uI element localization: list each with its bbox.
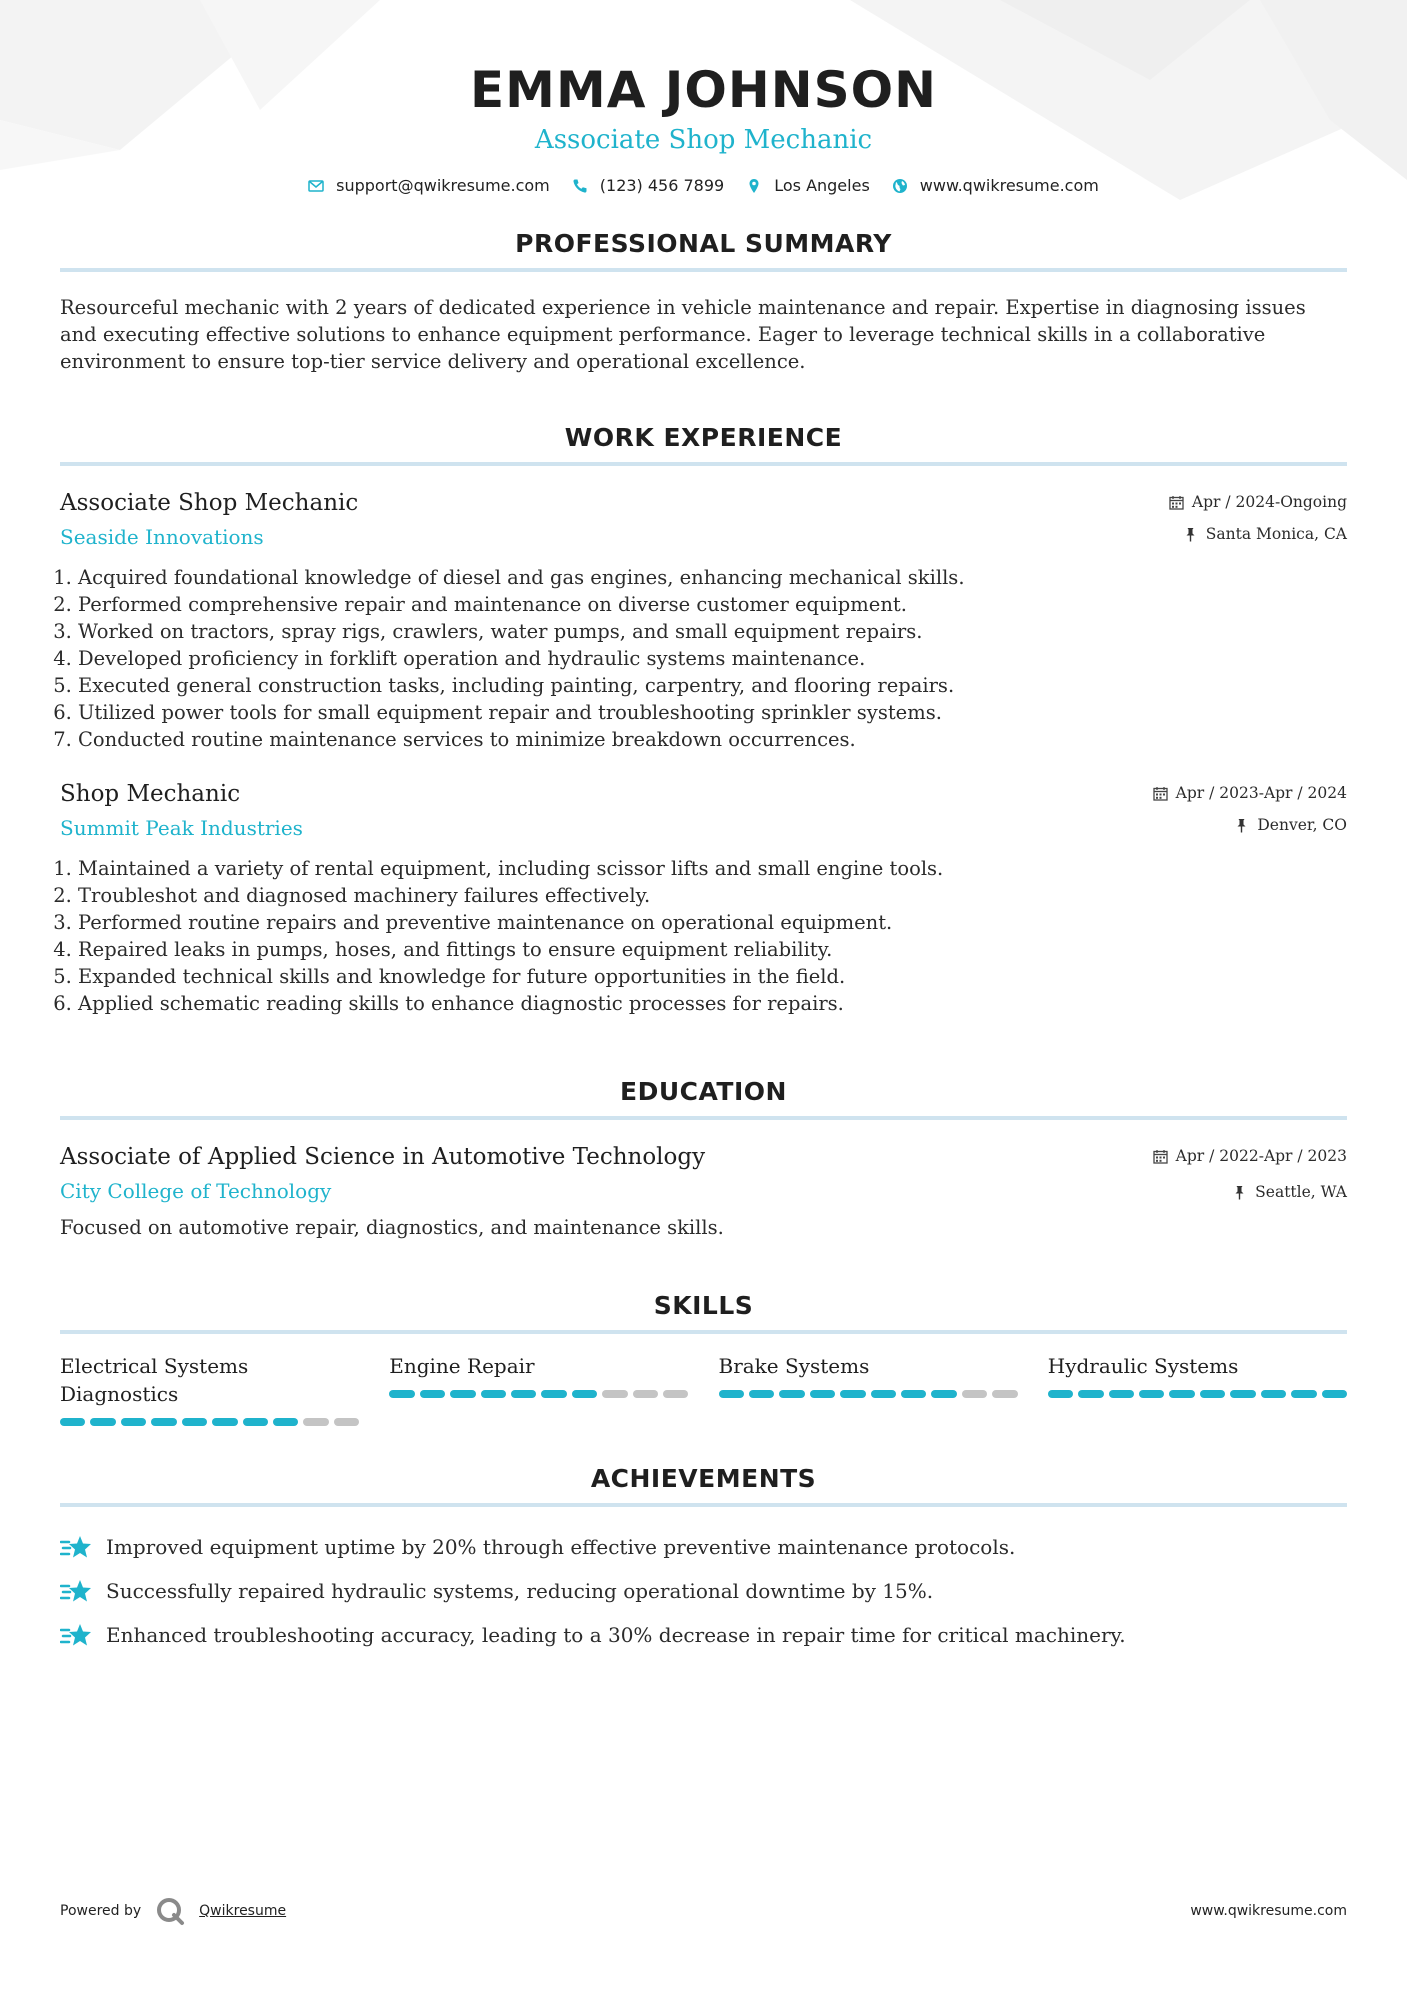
pushpin-icon <box>1232 1185 1247 1200</box>
skill-dot-empty <box>303 1418 328 1426</box>
job-entry <box>60 488 1347 753</box>
skill-dot-filled <box>60 1418 85 1426</box>
skill-dot-filled <box>420 1390 445 1398</box>
skill-dot-filled <box>273 1418 298 1426</box>
contact-website[interactable] <box>892 176 1099 195</box>
skill-dot-filled <box>1078 1390 1103 1398</box>
skill-dot-filled <box>481 1390 506 1398</box>
skill-level-bar <box>60 1418 359 1426</box>
skill-dot-filled <box>243 1418 268 1426</box>
skill-name: Hydraulic Systems <box>1047 1354 1239 1378</box>
calendar-icon <box>1153 1149 1168 1164</box>
list-item: 3. Performed routine repairs and preventive maintenance on operational equipment. <box>78 909 1347 936</box>
skill-dot-filled <box>151 1418 176 1426</box>
phone-icon <box>572 178 588 194</box>
education-dates: Apr / 2022-Apr / 2023 <box>1175 1147 1347 1165</box>
contact-location <box>746 176 870 195</box>
achievement-text: Successfully repaired hydraulic systems, reducing operational downtime by 15%. <box>106 1579 934 1603</box>
skill-dot-filled <box>779 1390 804 1398</box>
skill-item <box>60 1352 359 1426</box>
envelope-icon <box>308 178 324 194</box>
list-item: 1. Maintained a variety of rental equipment, including scissor lifts and small engine tools. <box>78 855 1347 882</box>
map-pin-icon <box>746 178 762 194</box>
list-item: 1. Acquired foundational knowledge of diesel and gas engines, enhancing mechanical skills. <box>78 564 1347 591</box>
qwikresume-logo-icon <box>155 1896 185 1926</box>
list-item: 5. Expanded technical skills and knowledge for future opportunities in the field. <box>78 963 1347 990</box>
star-icon <box>60 1620 92 1650</box>
job-title: Shop Mechanic <box>60 781 241 807</box>
skill-dot-empty <box>633 1390 658 1398</box>
skill-dot-filled <box>450 1390 475 1398</box>
job-dates: Apr / 2023-Apr / 2024 <box>1175 784 1347 802</box>
job-dates: Apr / 2024-Ongoing <box>1191 493 1347 511</box>
skill-dot-filled <box>90 1418 115 1426</box>
skill-dot-filled <box>1291 1390 1316 1398</box>
skill-item <box>719 1352 1018 1426</box>
pushpin-icon <box>1183 527 1198 542</box>
calendar-icon <box>1153 786 1168 801</box>
globe-icon <box>892 178 908 194</box>
skill-dot-filled <box>719 1390 744 1398</box>
skill-dot-filled <box>931 1390 956 1398</box>
skill-dot-filled <box>749 1390 774 1398</box>
skill-dot-filled <box>810 1390 835 1398</box>
skills-grid <box>60 1352 1347 1426</box>
summary-heading: PROFESSIONAL SUMMARY <box>515 229 892 258</box>
job-company: Seaside Innovations <box>60 525 264 549</box>
skill-dot-filled <box>901 1390 926 1398</box>
education-heading: EDUCATION <box>620 1077 787 1106</box>
list-item: 2. Performed comprehensive repair and maintenance on diverse customer equipment. <box>78 591 1347 618</box>
skill-dot-filled <box>1230 1390 1255 1398</box>
skill-item <box>389 1352 688 1426</box>
achievement-text: Enhanced troubleshooting accuracy, leading to a 30% decrease in repair time for critical machinery. <box>106 1623 1126 1647</box>
candidate-name: EMMA JOHNSON <box>470 61 937 119</box>
skill-dot-filled <box>871 1390 896 1398</box>
skill-dot-empty <box>962 1390 987 1398</box>
pushpin-icon <box>1234 818 1249 833</box>
list-item: 5. Executed general construction tasks, including painting, carpentry, and flooring repairs. <box>78 672 1347 699</box>
degree-title: Associate of Applied Science in Automotive Technology <box>60 1144 706 1170</box>
skill-item <box>1048 1352 1347 1426</box>
skill-dot-filled <box>1322 1390 1347 1398</box>
list-item: 4. Repaired leaks in pumps, hoses, and fittings to ensure equipment reliability. <box>78 936 1347 963</box>
section-divider <box>60 462 1347 466</box>
list-item <box>60 1569 1347 1613</box>
skill-name: Electrical Systems Diagnostics <box>60 1354 249 1406</box>
powered-by-label: Powered by <box>60 1903 142 1919</box>
job-entry <box>60 779 1347 1017</box>
skill-name: Brake Systems <box>718 1354 870 1378</box>
skill-dot-filled <box>389 1390 414 1398</box>
list-item: 6. Utilized power tools for small equipment repair and troubleshooting sprinkler systems. <box>78 699 1347 726</box>
contact-phone[interactable] <box>572 176 724 195</box>
page-footer <box>60 1896 1347 1926</box>
phone-text: (123) 456 7899 <box>599 176 725 195</box>
achievements-list <box>60 1525 1347 1657</box>
skill-dot-empty <box>992 1390 1017 1398</box>
star-icon <box>60 1576 92 1606</box>
contact-email[interactable] <box>308 176 550 195</box>
job-location: Santa Monica, CA <box>1205 525 1347 543</box>
skill-level-bar <box>389 1390 688 1398</box>
skill-dot-empty <box>602 1390 627 1398</box>
skill-dot-filled <box>1139 1390 1164 1398</box>
skill-dot-empty <box>663 1390 688 1398</box>
skill-dot-filled <box>121 1418 146 1426</box>
education-description: Focused on automotive repair, diagnostics, and maintenance skills. <box>60 1216 724 1239</box>
list-item: 2. Troubleshot and diagnosed machinery failures effectively. <box>78 882 1347 909</box>
skill-dot-filled <box>840 1390 865 1398</box>
star-icon <box>60 1532 92 1562</box>
job-location: Denver, CO <box>1257 816 1347 834</box>
calendar-icon <box>1169 495 1184 510</box>
skill-dot-filled <box>1200 1390 1225 1398</box>
experience-heading: WORK EXPERIENCE <box>564 423 843 452</box>
job-bullets <box>60 564 1347 753</box>
education-entry <box>60 1142 1347 1241</box>
qwikresume-link[interactable]: Qwikresume <box>199 1903 287 1919</box>
website-text: www.qwikresume.com <box>919 176 1099 195</box>
skill-dot-filled <box>1261 1390 1286 1398</box>
school-name: City College of Technology <box>60 1179 332 1203</box>
skills-heading: SKILLS <box>653 1291 754 1320</box>
skill-level-bar <box>719 1390 1018 1398</box>
skill-dot-filled <box>182 1418 207 1426</box>
resume-header <box>60 0 1347 195</box>
section-divider <box>60 1116 1347 1120</box>
skill-dot-filled <box>1048 1390 1073 1398</box>
job-company: Summit Peak Industries <box>60 816 303 840</box>
skill-dot-filled <box>511 1390 536 1398</box>
location-text: Los Angeles <box>774 176 870 195</box>
skill-level-bar <box>1048 1390 1347 1398</box>
skill-name: Engine Repair <box>389 1354 535 1378</box>
skill-dot-filled <box>212 1418 237 1426</box>
skill-dot-filled <box>1169 1390 1194 1398</box>
job-title: Associate Shop Mechanic <box>60 490 359 516</box>
achievements-heading: ACHIEVEMENTS <box>590 1464 817 1493</box>
section-divider <box>60 1330 1347 1334</box>
education-location: Seattle, WA <box>1255 1183 1347 1201</box>
list-item <box>60 1613 1347 1657</box>
summary-text: Resourceful mechanic with 2 years of dedicated experience in vehicle maintenance and repair. Expertise in diagnosing issues and executing effective solutions to enhance equipment performance. Eager to leverage technical skills in a collaborative environment to ensure top-tier service delivery and operational excellence. <box>60 296 1306 373</box>
skill-dot-empty <box>334 1418 359 1426</box>
list-item <box>60 1525 1347 1569</box>
section-divider <box>60 268 1347 272</box>
list-item: 6. Applied schematic reading skills to enhance diagnostic processes for repairs. <box>78 990 1347 1017</box>
footer-website[interactable]: www.qwikresume.com <box>1190 1903 1347 1919</box>
email-text: support@qwikresume.com <box>336 176 550 195</box>
list-item: 7. Conducted routine maintenance services to minimize breakdown occurrences. <box>78 726 1347 753</box>
job-bullets <box>60 855 1347 1017</box>
skill-dot-filled <box>1109 1390 1134 1398</box>
list-item: 3. Worked on tractors, spray rigs, crawlers, water pumps, and small equipment repairs. <box>78 618 1347 645</box>
list-item: 4. Developed proficiency in forklift operation and hydraulic systems maintenance. <box>78 645 1347 672</box>
candidate-title: Associate Shop Mechanic <box>534 125 873 155</box>
skill-dot-filled <box>541 1390 566 1398</box>
achievement-text: Improved equipment uptime by 20% through effective preventive maintenance protocols. <box>106 1535 1016 1559</box>
section-divider <box>60 1503 1347 1507</box>
contact-bar <box>60 176 1347 195</box>
skill-dot-filled <box>572 1390 597 1398</box>
